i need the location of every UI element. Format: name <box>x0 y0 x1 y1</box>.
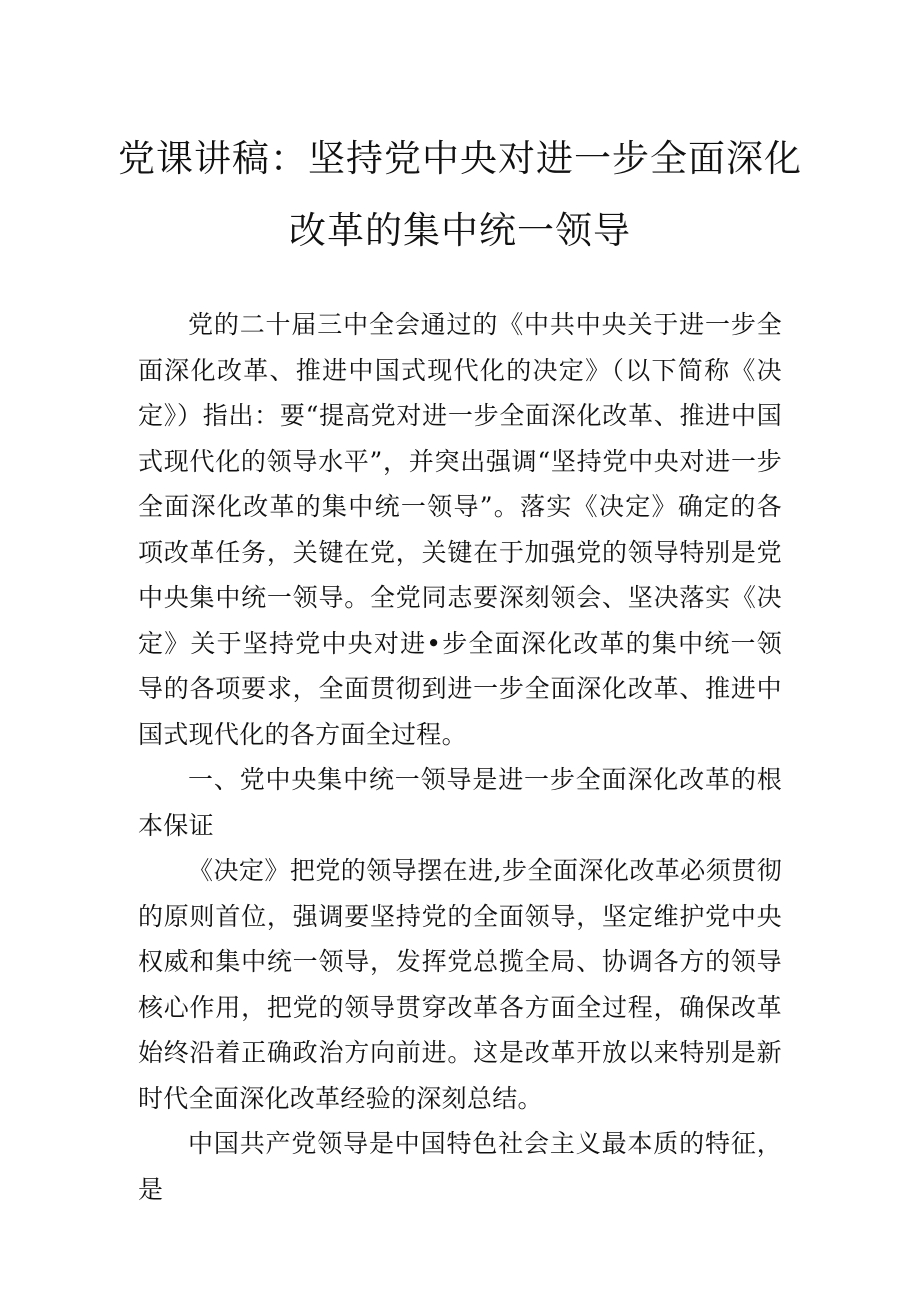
section-heading-1: 一、党中央集中统一领导是进一步全面深化改革的根本保证 <box>138 765 782 840</box>
document-title-line-1: 党课讲稿：坚持党中央对进一步全面深化 <box>118 137 802 180</box>
paragraph-decision: 《决定》把党的领导摆在进,步全面深化改革必须贯彻的原则首位，强调要坚持党的全面领导，坚定维护党中央权威和集中统一领导，发挥党总揽全局、协调各方的领导核心作用，把党的领导贯穿改革各方面全过程，确保改革始终沿着正确政治方向前进。这是改革开放以来特别是新时代全面深化改革经验的深刻总结。 <box>138 856 782 1113</box>
paragraph-cpc-leadership: 中国共产党领导是中国特色社会主义最本质的特征，是 <box>138 1129 782 1204</box>
document-body <box>138 302 782 1212</box>
document-title-line-2: 改革的集中统一领导 <box>289 209 631 252</box>
paragraph-intro: 党的二十届三中全会通过的《中共中央关于进一步全面深化改革、推进中国式现代化的决定》（以下简称《决定》）指出：要“提高党对进一步全面深化改革、推进中国式现代化的领导水平”，并突出强调“坚持党中央对进一步全面深化改革的集中统一领导”。落实《决定》确定的各项改革任务，关键在党，关键在于加强党的领导特别是党中央集中统一领导。全党同志要深刻领会、坚决落实《决定》关于坚持党中央对进•步全面深化改革的集中统一领导的各项要求，全面贯彻到进一步全面深化改革、推进中国式现代化的各方面全过程。 <box>138 310 782 749</box>
